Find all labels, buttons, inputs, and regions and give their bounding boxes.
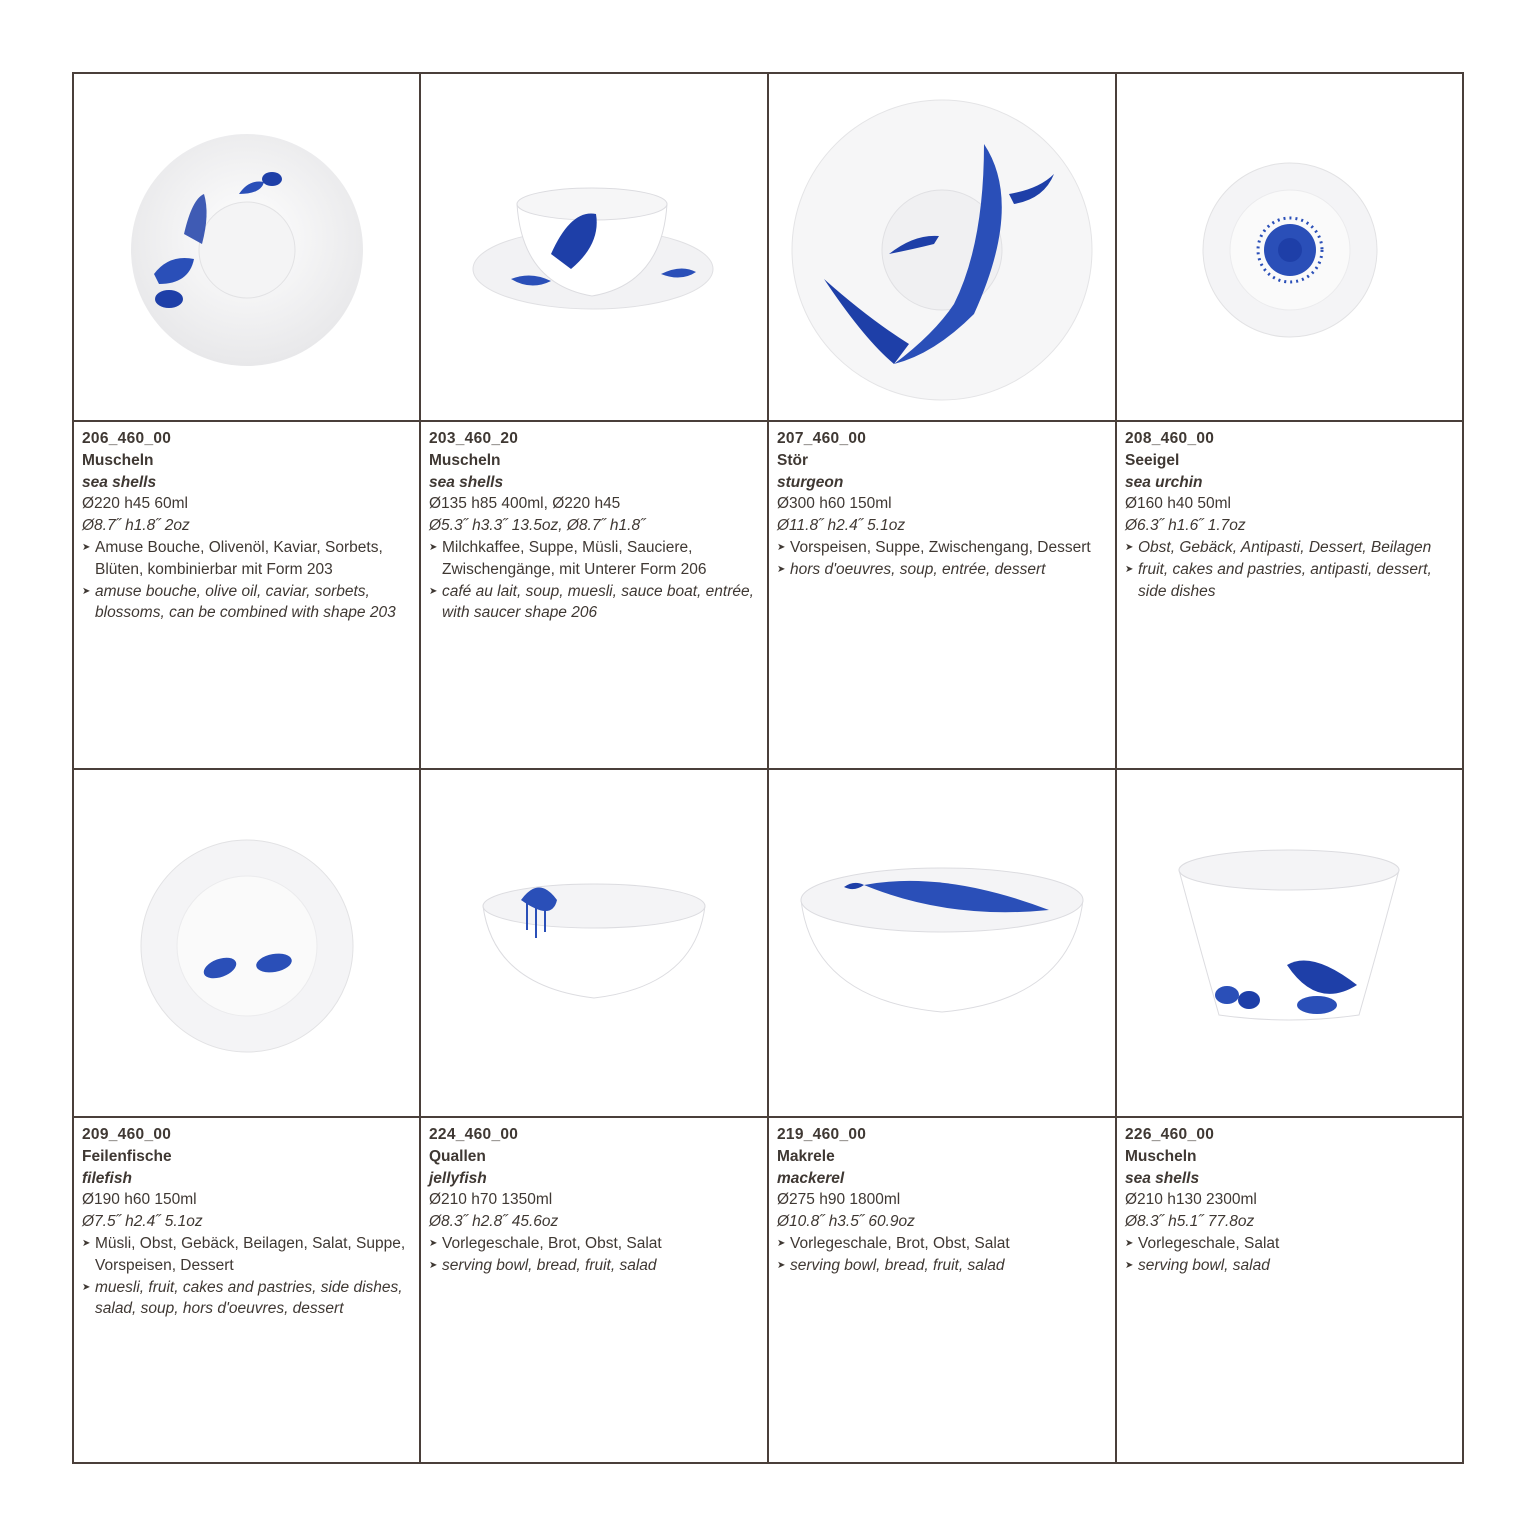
usage-de-text: Obst, Gebäck, Antipasti, Dessert, Beilagen (1138, 538, 1432, 556)
bullet-arrow-icon: ➤ (82, 585, 91, 597)
usage-en-text: fruit, cakes and pastries, antipasti, dessert, side dishes (1138, 560, 1432, 600)
bullet-arrow-icon: ➤ (1125, 563, 1134, 575)
usage-en (1125, 1255, 1464, 1277)
usage-en (777, 559, 1116, 581)
dimensions-imperial: Ø8.3˝ h2.8˝ 45.6oz (429, 1213, 559, 1231)
dimensions-metric: Ø135 h85 400ml, Ø220 h45 (429, 495, 621, 513)
bullet-arrow-icon: ➤ (777, 541, 786, 553)
usage-en (429, 1255, 768, 1277)
bullet-arrow-icon: ➤ (1125, 1237, 1134, 1249)
usage-en-text: muesli, fruit, cakes and pastries, side dishes, salad, soup, hors d'oeuvres, dessert (95, 1278, 403, 1318)
usage-de (82, 1233, 421, 1277)
bullet-arrow-icon: ➤ (429, 585, 438, 597)
usage-de (1125, 537, 1464, 559)
bullet-arrow-icon: ➤ (777, 1237, 786, 1249)
usage-de (777, 1233, 1116, 1255)
product-image-219 (769, 770, 1116, 1116)
product-image-206 (74, 74, 421, 420)
product-image-226 (1117, 770, 1464, 1116)
product-info-226 (1117, 1118, 1464, 1464)
usage-de-text: Müsli, Obst, Gebäck, Beilagen, Salat, Suppe, Vorspeisen, Dessert (95, 1234, 406, 1274)
dimensions-metric: Ø160 h40 50ml (1125, 495, 1231, 513)
product-info-219 (769, 1118, 1116, 1464)
product-name-en: filefish (82, 1169, 132, 1187)
product-image-208 (1117, 74, 1464, 420)
product-name-de: Muscheln (1125, 1147, 1197, 1165)
bullet-arrow-icon: ➤ (82, 541, 91, 553)
product-info-209 (74, 1118, 421, 1464)
usage-de-text: Vorlegeschale, Brot, Obst, Salat (790, 1234, 1010, 1252)
product-name-de: Makrele (777, 1147, 835, 1165)
usage-en (1125, 559, 1464, 603)
usage-de (429, 1233, 768, 1255)
dimensions-imperial: Ø10.8˝ h3.5˝ 60.9oz (777, 1213, 915, 1231)
bullet-arrow-icon: ➤ (429, 1259, 438, 1271)
usage-en-text: café au lait, soup, muesli, sauce boat, entrée, with saucer shape 206 (442, 582, 754, 622)
dimensions-imperial: Ø6.3˝ h1.6˝ 1.7oz (1125, 517, 1246, 535)
dimensions-metric: Ø210 h70 1350ml (429, 1191, 553, 1209)
product-name-de: Quallen (429, 1147, 486, 1165)
product-code: 219_460_00 (777, 1126, 867, 1143)
usage-de-text: Amuse Bouche, Olivenöl, Kaviar, Sorbets, Blüten, kombinierbar mit Form 203 (95, 538, 383, 578)
dimensions-imperial: Ø7.5˝ h2.4˝ 5.1oz (82, 1213, 203, 1231)
product-image-224 (421, 770, 768, 1116)
dimensions-imperial: Ø8.7˝ h1.8˝ 2oz (82, 517, 190, 535)
product-name-en: sea shells (1125, 1169, 1200, 1187)
product-catalog-grid (72, 72, 1464, 1464)
bullet-arrow-icon: ➤ (82, 1281, 91, 1293)
product-image-209 (74, 770, 421, 1116)
dimensions-metric: Ø300 h60 150ml (777, 495, 892, 513)
product-name-en: sea shells (82, 473, 157, 491)
product-code: 226_460_00 (1125, 1126, 1215, 1143)
product-image-207 (769, 74, 1116, 420)
product-info-208 (1117, 422, 1464, 768)
product-code: 207_460_00 (777, 430, 867, 447)
usage-en (82, 1277, 421, 1321)
usage-en-text: serving bowl, bread, fruit, salad (790, 1256, 1005, 1274)
usage-de (1125, 1233, 1464, 1255)
product-name-en: sturgeon (777, 473, 844, 491)
dimensions-metric: Ø275 h90 1800ml (777, 1191, 901, 1209)
usage-de-text: Vorlegeschale, Brot, Obst, Salat (442, 1234, 662, 1252)
dimensions-metric: Ø220 h45 60ml (82, 495, 188, 513)
product-name-de: Stör (777, 451, 808, 469)
product-name-en: mackerel (777, 1169, 845, 1187)
usage-en-text: serving bowl, bread, fruit, salad (442, 1256, 657, 1274)
bullet-arrow-icon: ➤ (429, 1237, 438, 1249)
product-name-de: Feilenfische (82, 1147, 172, 1165)
product-name-de: Muscheln (429, 451, 501, 469)
product-info-206 (74, 422, 421, 768)
usage-de (82, 537, 421, 581)
bullet-arrow-icon: ➤ (429, 541, 438, 553)
product-name-en: sea shells (429, 473, 504, 491)
product-code: 224_460_00 (429, 1126, 519, 1143)
usage-en (82, 581, 421, 625)
usage-de (777, 537, 1116, 559)
dimensions-metric: Ø210 h130 2300ml (1125, 1191, 1257, 1209)
bullet-arrow-icon: ➤ (1125, 1259, 1134, 1271)
bullet-arrow-icon: ➤ (777, 1259, 786, 1271)
usage-de (429, 537, 768, 581)
usage-de-text: Milchkaffee, Suppe, Müsli, Sauciere, Zwischengänge, mit Unterer Form 206 (442, 538, 707, 578)
dimensions-imperial: Ø8.3˝ h5.1˝ 77.8oz (1125, 1213, 1255, 1231)
usage-en-text: amuse bouche, olive oil, caviar, sorbets, blossoms, can be combined with shape 203 (95, 582, 396, 622)
bullet-arrow-icon: ➤ (82, 1237, 91, 1249)
product-code: 208_460_00 (1125, 430, 1215, 447)
dimensions-imperial: Ø11.8˝ h2.4˝ 5.1oz (777, 517, 906, 535)
product-code: 203_460_20 (429, 430, 519, 447)
usage-de-text: Vorlegeschale, Salat (1138, 1234, 1280, 1252)
product-info-224 (421, 1118, 768, 1464)
usage-en (429, 581, 768, 625)
dimensions-metric: Ø190 h60 150ml (82, 1191, 197, 1209)
product-info-203 (421, 422, 768, 768)
product-image-203 (421, 74, 768, 420)
usage-en (777, 1255, 1116, 1277)
product-code: 206_460_00 (82, 430, 172, 447)
product-code: 209_460_00 (82, 1126, 172, 1143)
product-name-de: Seeigel (1125, 451, 1180, 469)
product-name-en: sea urchin (1125, 473, 1203, 491)
product-name-de: Muscheln (82, 451, 154, 469)
product-name-en: jellyfish (429, 1169, 487, 1187)
bullet-arrow-icon: ➤ (777, 563, 786, 575)
usage-en-text: serving bowl, salad (1138, 1256, 1270, 1274)
product-info-207 (769, 422, 1116, 768)
bullet-arrow-icon: ➤ (1125, 541, 1134, 553)
usage-de-text: Vorspeisen, Suppe, Zwischengang, Dessert (790, 538, 1091, 556)
dimensions-imperial: Ø5.3˝ h3.3˝ 13.5oz, Ø8.7˝ h1.8˝ (429, 517, 646, 535)
usage-en-text: hors d'oeuvres, soup, entrée, dessert (790, 560, 1046, 578)
